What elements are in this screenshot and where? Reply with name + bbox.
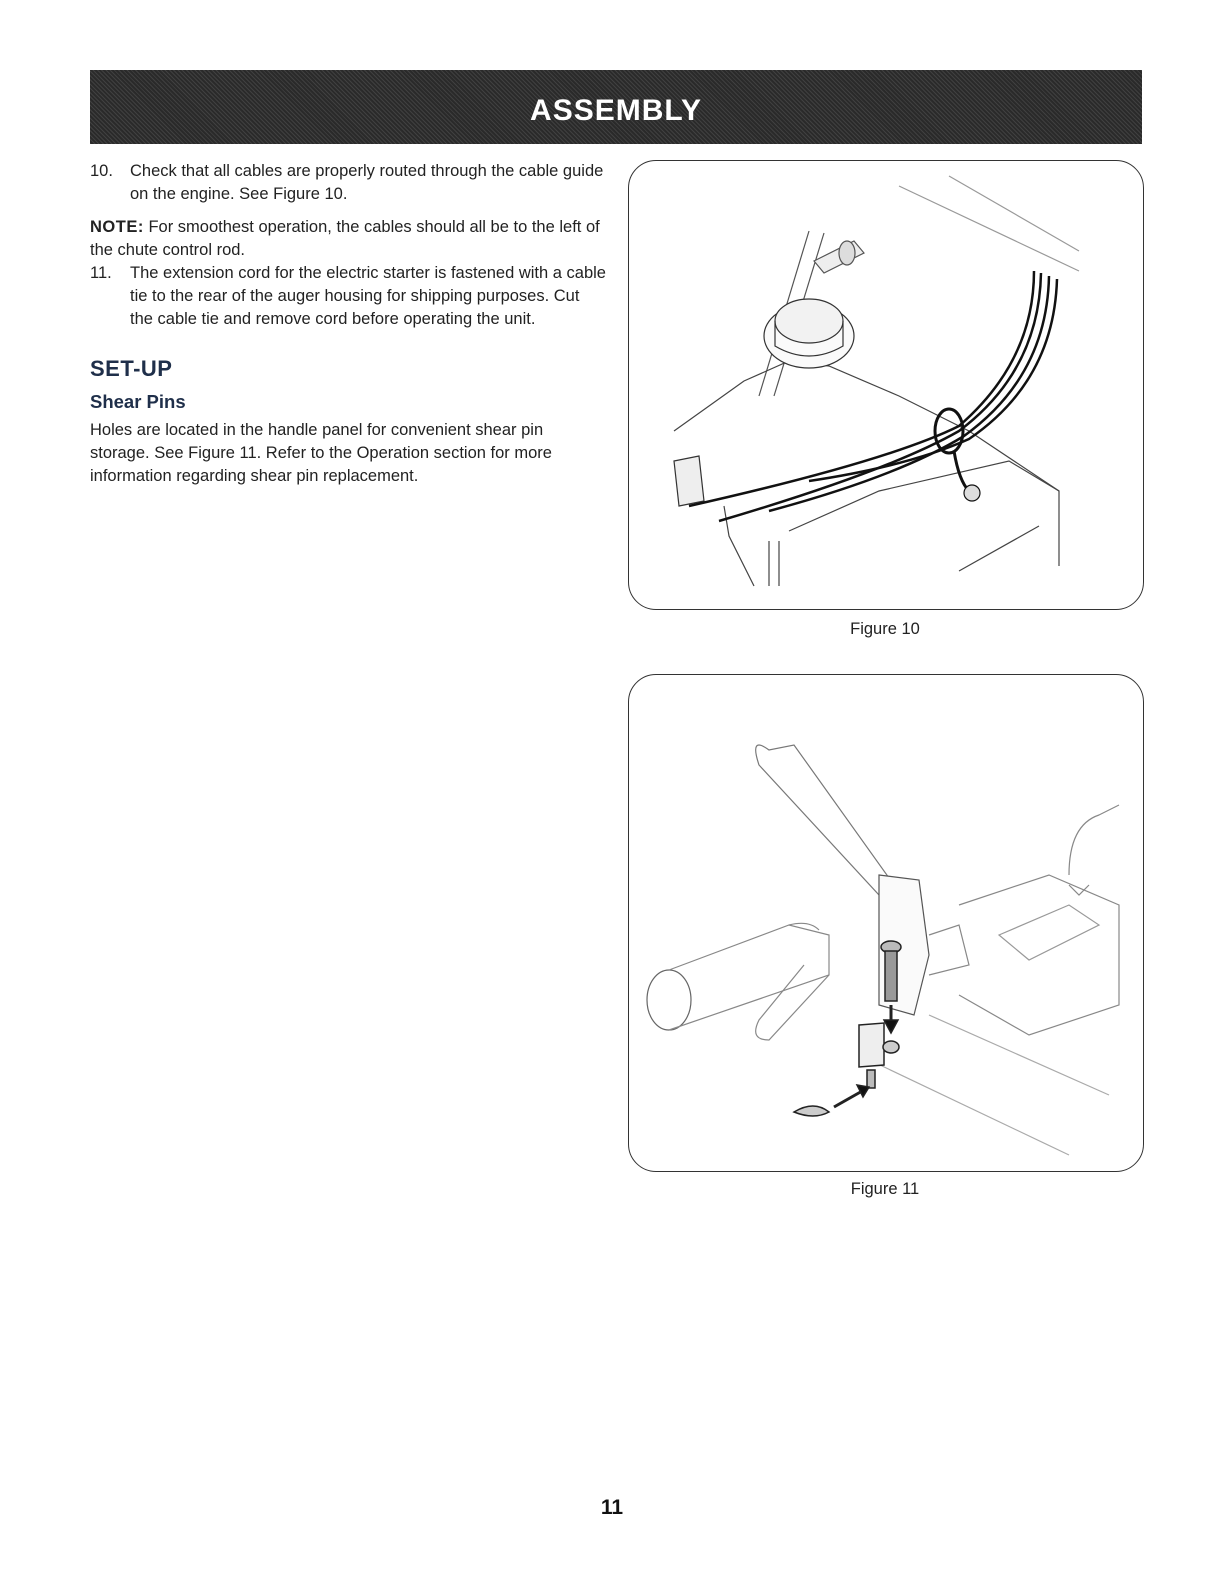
step-10: [90, 160, 606, 206]
step-number: 10.: [90, 162, 113, 180]
figure-caption: Figure 10: [850, 620, 920, 638]
page-title: ASSEMBLY: [530, 94, 702, 127]
page-number: 11: [600, 1496, 624, 1519]
step-text: The extension cord for the electric starter is fastened with a cable tie to the rear of the auger housing for shipping purposes. Cut the cable tie and remove cord before operating the unit.: [130, 264, 606, 328]
note-text: For smoothest operation, the cables should all be to the left of the chute control rod.: [90, 218, 600, 259]
step-text: Check that all cables are properly routed through the cable guide on the engine. See Figure 10.: [130, 162, 604, 203]
shear-pin-storage-illustration: [629, 675, 1143, 1171]
note-label: NOTE:: [90, 218, 144, 236]
body-paragraph: Holes are located in the handle panel for convenient shear pin storage. See Figure 11. Refer to the Operation section for more information regarding shear pin replacement.: [90, 421, 552, 485]
figure-11: [628, 674, 1144, 1172]
subsection-heading: Shear Pins: [90, 391, 186, 412]
section-banner: [90, 70, 1142, 144]
step-11: [90, 262, 606, 331]
cable-guide-illustration: [629, 161, 1143, 609]
step-number: 11.: [90, 264, 112, 282]
note: [90, 216, 606, 262]
figure-10: [628, 160, 1144, 610]
instructions-column: [90, 160, 606, 488]
figure-caption: Figure 11: [850, 1180, 920, 1198]
section-heading: SET-UP: [90, 356, 173, 381]
